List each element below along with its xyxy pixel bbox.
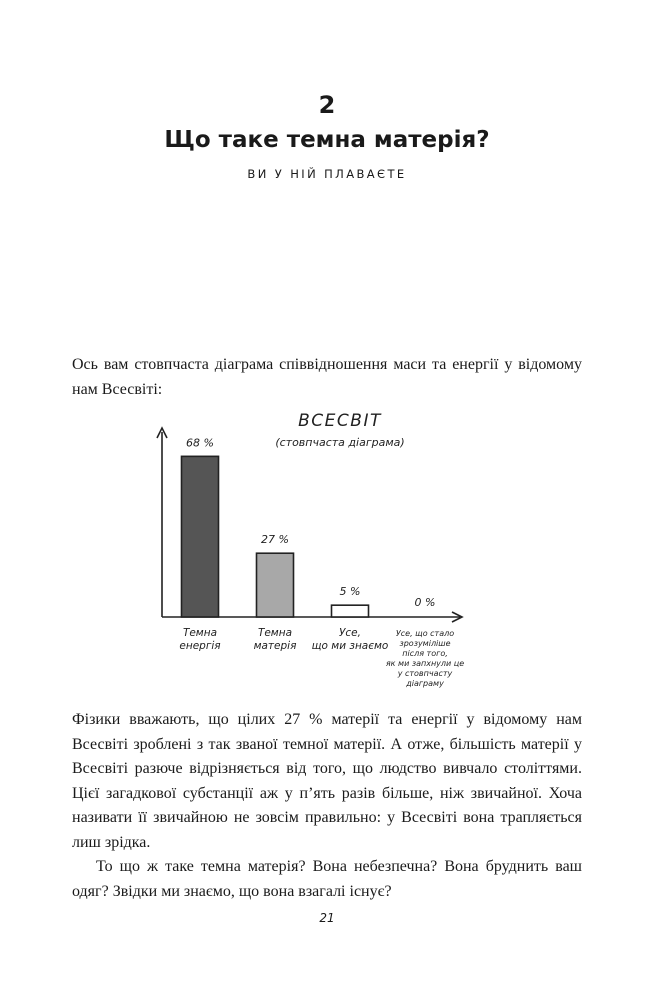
category-label-4-line-3: після того, [402,649,448,658]
body-paragraph-2: То що ж таке темна матерія? Вона небезпечна? Вона бруднить ваш одяг? Звідки ми знаємо, що вона взагалі існує? [72,858,582,900]
bar-value-label-4: 0 % [414,596,436,609]
category-label-4-line-6: діаграму [406,679,444,688]
category-label-1-line-2: енергія [179,640,221,652]
bar-value-label-2: 27 % [261,533,289,547]
category-label-2-line-2: матерія [253,640,297,652]
category-label-3-line-2: що ми знаємо [311,640,389,652]
category-label-4-line-4: як ми запхнули це [385,659,465,668]
bar-3 [332,605,369,617]
category-label-1-line-1: Темна [182,627,218,639]
category-label-4-line-5: у стовпчасту [397,669,453,678]
chapter-number: 2 [318,91,336,119]
body-paragraph-1: Фізики вважають, що цілих 27 % матерії та енергії у відомому нам Всесвіті зроблені з так званої темної матерії. А отже, більшість матерії у Всесвіті разюче відрізняється від того, що людство вивчало століттями. Цієї загадкової субстанції аж у п’ять разів більше, ніж звичайної. Хоча називати її звичайною не зовсім правильно: у Всесвіті вона трапляється лиш зрідка. [72,711,582,851]
category-label-3-line-1: Усе, [339,627,361,639]
category-label-2-line-1: Темна [257,627,293,639]
bar-value-label-3: 5 % [339,585,361,599]
chart-value-labels [186,436,435,609]
category-label-4-line-1: Усе, що стало [395,629,455,638]
chart-title: ВСЕСВІТ [298,411,382,431]
universe-bar-chart [140,400,480,695]
chapter-subtitle: ВИ У НІЙ ПЛАВАЄТЕ [247,167,407,181]
intro-paragraph: Ось вам стовпчаста діаграма співвідношення маси та енергії у відомому нам Всесвіті: [72,356,582,398]
category-label-4-line-2: зрозуміліше [399,639,451,648]
intro-paragraph-block [72,353,582,402]
bar-value-label-1: 68 % [186,436,214,450]
chart-subtitle: (стовпчаста діаграма) [275,436,405,449]
page-number: 21 [319,911,335,925]
bar-2 [257,553,294,617]
main-text [72,708,582,904]
bar-1 [182,456,219,617]
chapter-title: Що таке темна матерія? [164,127,490,153]
chart-category-labels [179,627,464,688]
